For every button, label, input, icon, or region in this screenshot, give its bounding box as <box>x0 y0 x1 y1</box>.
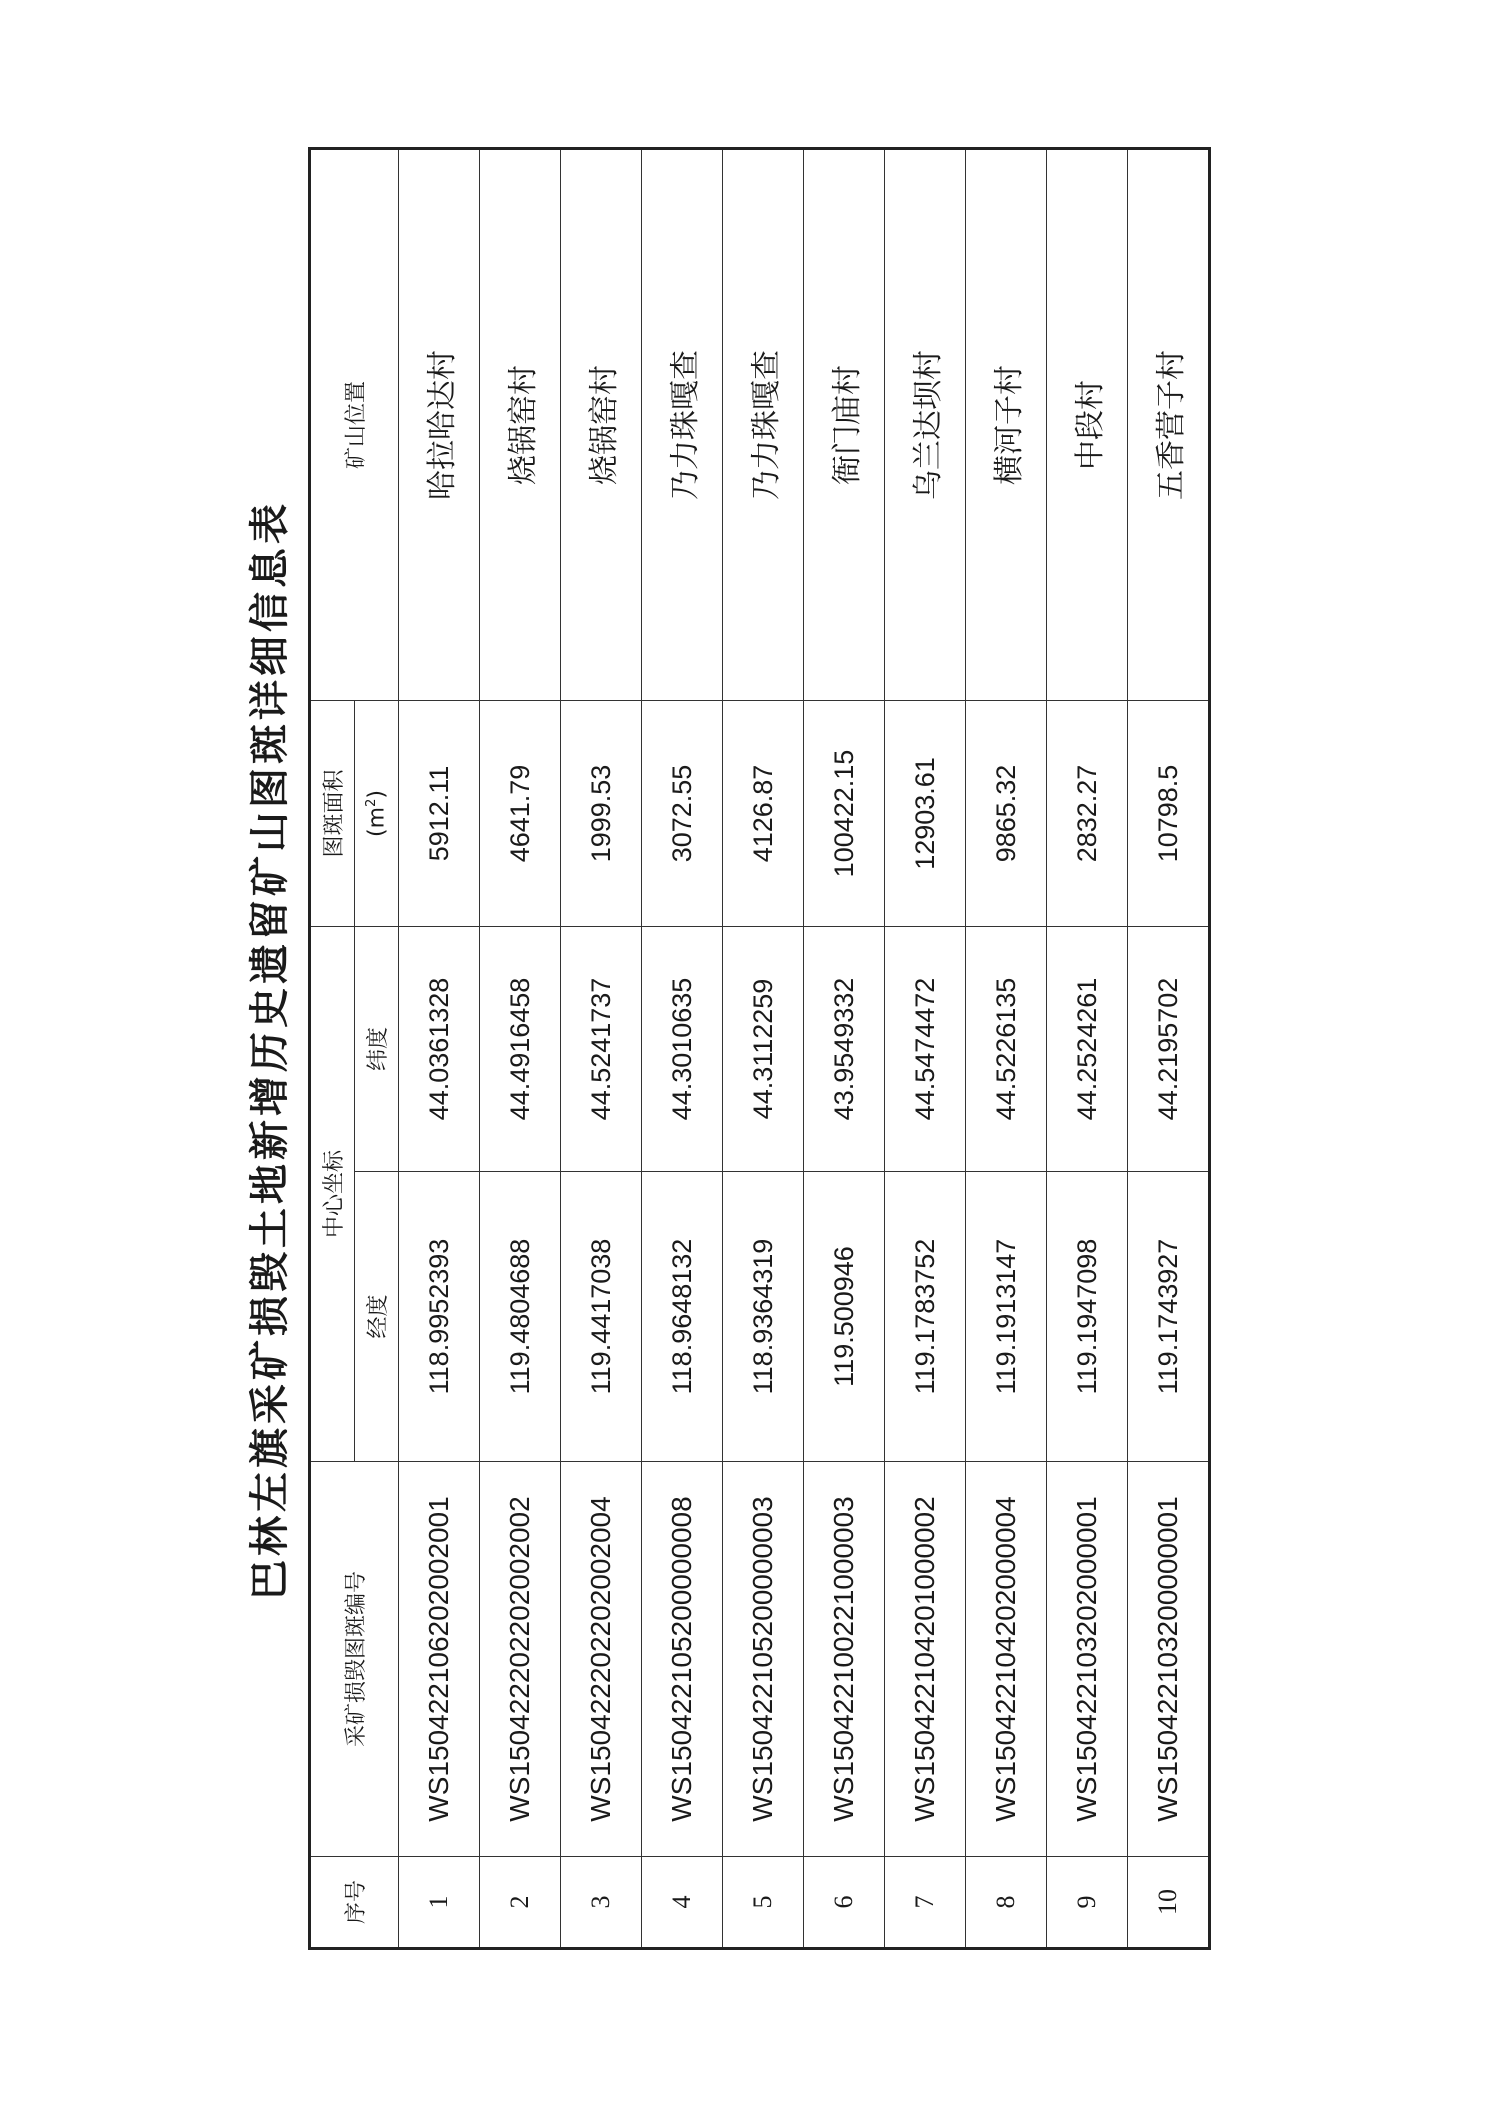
cell-location: 烧锅窑村 <box>480 148 561 700</box>
cell-index: 4 <box>642 1857 723 1949</box>
cell-area: 1999.53 <box>561 700 642 926</box>
header-latitude: 纬度 <box>355 926 399 1171</box>
cell-code: WS150422105200000008 <box>642 1462 723 1857</box>
table-row <box>480 148 561 1948</box>
cell-area: 10798.5 <box>1128 700 1210 926</box>
cell-longitude: 119.1743927 <box>1128 1172 1210 1462</box>
cell-code: WS150422104201000002 <box>885 1462 966 1857</box>
header-index: 序号 <box>310 1857 399 1949</box>
cell-longitude: 119.4417038 <box>561 1172 642 1462</box>
table-row <box>399 148 480 1948</box>
cell-code: WS150422104202000004 <box>966 1462 1047 1857</box>
cell-longitude: 118.9364319 <box>723 1172 804 1462</box>
cell-code: WS150422103202000001 <box>1047 1462 1128 1857</box>
cell-latitude: 44.3112259 <box>723 926 804 1171</box>
cell-longitude: 119.1783752 <box>885 1172 966 1462</box>
header-area-unit: $(m^2)$ <box>355 700 399 926</box>
cell-location: 乃力珠嘎查 <box>642 148 723 700</box>
cell-longitude: 118.9952393 <box>399 1172 480 1462</box>
cell-longitude: 119.1913147 <box>966 1172 1047 1462</box>
table-row <box>1047 148 1128 1948</box>
cell-index: 9 <box>1047 1857 1128 1949</box>
cell-area: 3072.55 <box>642 700 723 926</box>
cell-index: 6 <box>804 1857 885 1949</box>
cell-index: 8 <box>966 1857 1047 1949</box>
cell-latitude: 44.5226135 <box>966 926 1047 1171</box>
table-header-row <box>310 148 355 1948</box>
cell-latitude: 44.5474472 <box>885 926 966 1171</box>
cell-index: 2 <box>480 1857 561 1949</box>
table-row <box>885 148 966 1948</box>
cell-location: 烧锅窑村 <box>561 148 642 700</box>
mine-patch-info-table <box>308 147 1211 1950</box>
header-longitude: 经度 <box>355 1172 399 1462</box>
cell-latitude: 44.0361328 <box>399 926 480 1171</box>
cell-latitude: 44.5241737 <box>561 926 642 1171</box>
header-code: 采矿损毁图斑编号 <box>310 1462 399 1857</box>
cell-code: WS150422106202002001 <box>399 1462 480 1857</box>
table-row <box>642 148 723 1948</box>
cell-location: 横河子村 <box>966 148 1047 700</box>
cell-code: WS150422202202002002 <box>480 1462 561 1857</box>
cell-latitude: 44.2524261 <box>1047 926 1128 1171</box>
cell-longitude: 119.1947098 <box>1047 1172 1128 1462</box>
cell-location: 乃力珠嘎查 <box>723 148 804 700</box>
header-area: 图斑面积 <box>310 700 355 926</box>
cell-location: 五香营子村 <box>1128 148 1210 700</box>
cell-index: 3 <box>561 1857 642 1949</box>
cell-longitude: 118.9648132 <box>642 1172 723 1462</box>
header-location: 矿山位置 <box>310 148 399 700</box>
cell-location: 衙门庙村 <box>804 148 885 700</box>
cell-location: 中段村 <box>1047 148 1128 700</box>
table-row <box>966 148 1047 1948</box>
cell-location: 乌兰达坝村 <box>885 148 966 700</box>
cell-latitude: 44.4916458 <box>480 926 561 1171</box>
cell-code: WS150422100221000003 <box>804 1462 885 1857</box>
cell-index: 7 <box>885 1857 966 1949</box>
cell-longitude: 119.4804688 <box>480 1172 561 1462</box>
header-center-coordinates: 中心坐标 <box>310 926 355 1461</box>
cell-latitude: 44.3010635 <box>642 926 723 1171</box>
cell-code: WS150422103200000001 <box>1128 1462 1210 1857</box>
document-title: 巴林左旗采矿损毁土地新增历史遗留矿山图斑详细信息表 <box>246 500 293 1600</box>
cell-code: WS150422202202002004 <box>561 1462 642 1857</box>
cell-area: 12903.61 <box>885 700 966 926</box>
cell-location: 哈拉哈达村 <box>399 148 480 700</box>
cell-index: 10 <box>1128 1857 1210 1949</box>
cell-index: 5 <box>723 1857 804 1949</box>
cell-index: 1 <box>399 1857 480 1949</box>
cell-area: 9865.32 <box>966 700 1047 926</box>
cell-code: WS150422105200000003 <box>723 1462 804 1857</box>
cell-area: 100422.15 <box>804 700 885 926</box>
cell-longitude: 119.500946 <box>804 1172 885 1462</box>
cell-area: 4641.79 <box>480 700 561 926</box>
table-row <box>1128 148 1210 1948</box>
table-row <box>561 148 642 1948</box>
cell-latitude: 44.2195702 <box>1128 926 1210 1171</box>
table-row <box>804 148 885 1948</box>
cell-area: 4126.87 <box>723 700 804 926</box>
table-row <box>723 148 804 1948</box>
cell-latitude: 43.9549332 <box>804 926 885 1171</box>
cell-area: 2832.27 <box>1047 700 1128 926</box>
cell-area: 5912.11 <box>399 700 480 926</box>
rotated-page <box>240 150 1200 1950</box>
